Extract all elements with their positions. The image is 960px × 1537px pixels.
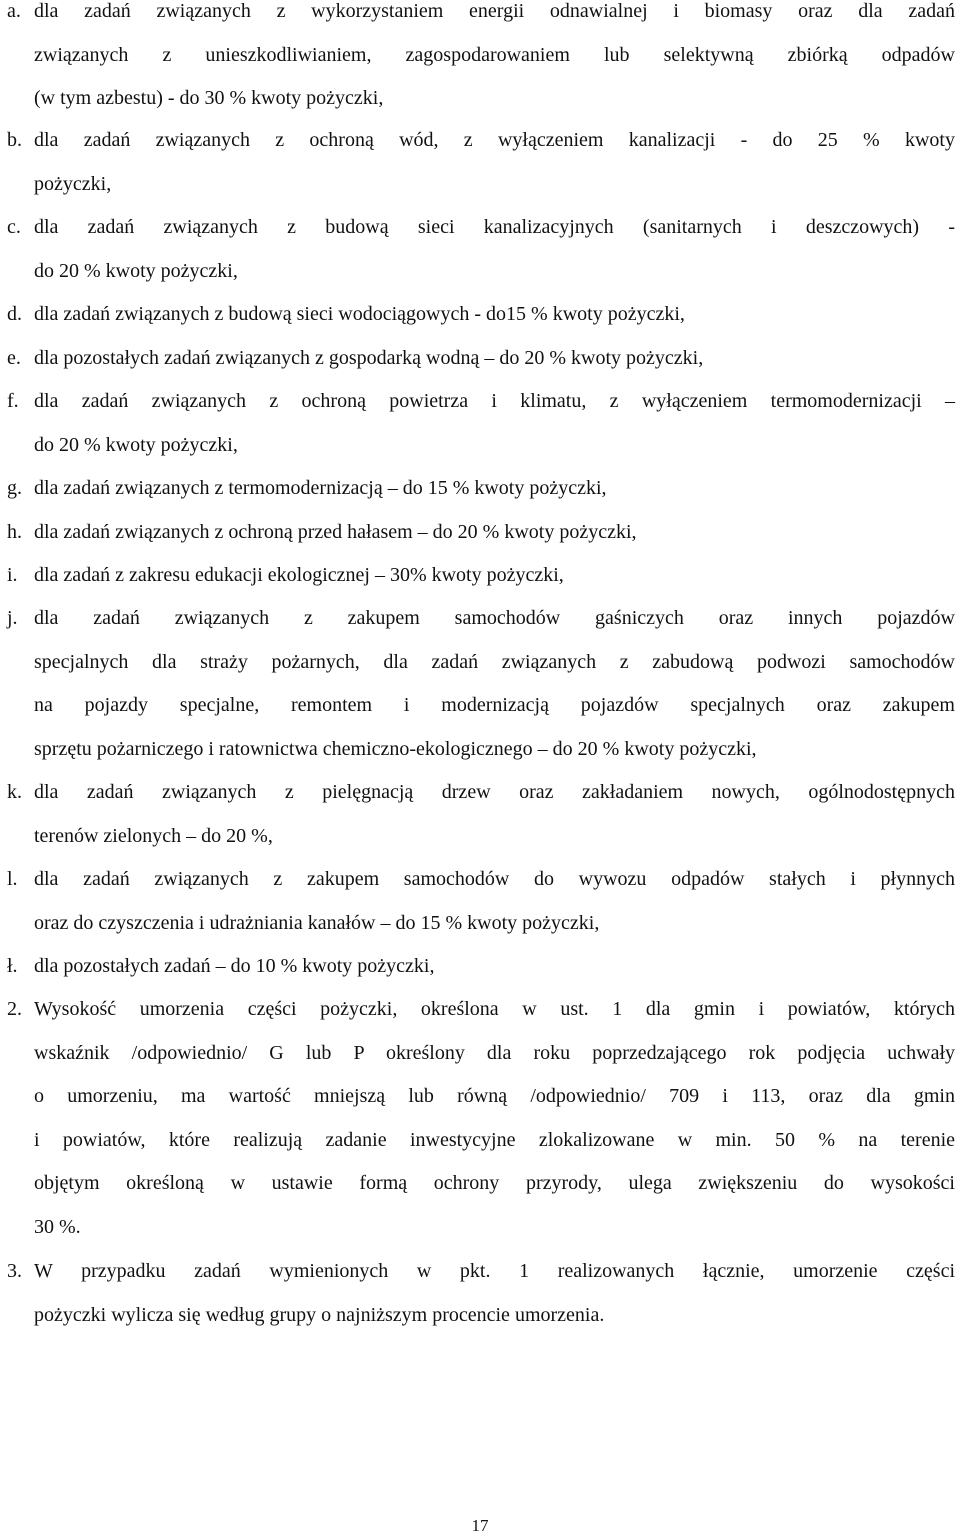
text-line: terenów zielonych – do 20 %, xyxy=(34,824,273,847)
text-line: dla zadań związanych z termomodernizacją – do 15 % kwoty pożyczki, xyxy=(34,477,607,499)
list-item-text xyxy=(34,945,955,989)
text-line: dla zadań związanych z ochroną powietrza i klimatu, z wyłączeniem termomodernizacji – xyxy=(34,390,955,412)
text-line: 30 %. xyxy=(34,1215,81,1238)
list-item xyxy=(7,293,955,337)
text-line: sprzętu pożarniczego i ratownictwa chemiczno-ekologicznego – do 20 % kwoty pożyczki, xyxy=(34,737,757,760)
list-item-text xyxy=(34,554,955,598)
list-item-text xyxy=(34,511,955,555)
list-item-marker: ł. xyxy=(7,955,18,977)
list-item-marker: f. xyxy=(7,390,19,412)
list-item-text xyxy=(34,293,955,337)
list-item xyxy=(7,511,955,555)
text-line: specjalnych dla straży pożarnych, dla zadań związanych z zabudową podwozi samochodów xyxy=(34,650,955,673)
list-item xyxy=(7,1250,955,1337)
list-item-text xyxy=(34,467,955,511)
text-line: o umorzeniu, ma wartość mniejszą lub równą /odpowiednio/ 709 i 113, oraz dla gmin xyxy=(34,1085,955,1107)
list-item xyxy=(7,597,955,771)
list-item xyxy=(7,554,955,598)
text-line: wskaźnik /odpowiednio/ G lub P określony dla roku poprzedzającego rok podjęcia uchwały xyxy=(34,1041,955,1064)
page-number: 17 xyxy=(471,1516,489,1535)
text-line: dla zadań związanych z ochroną przed hałasem – do 20 % kwoty pożyczki, xyxy=(34,521,637,543)
list-item-marker: 2. xyxy=(7,998,22,1020)
list-item-text xyxy=(34,0,955,121)
list-item-text xyxy=(34,771,955,858)
text-line: dla pozostałych zadań – do 10 % kwoty pożyczki, xyxy=(34,955,435,977)
list-item-marker: a. xyxy=(7,0,21,22)
text-line: Wysokość umorzenia części pożyczki, określona w ust. 1 dla gmin i powiatów, których xyxy=(34,998,955,1020)
text-line: i powiatów, które realizują zadanie inwestycyjne zlokalizowane w min. 50 % na terenie xyxy=(34,1128,955,1151)
text-line: dla zadań związanych z wykorzystaniem energii odnawialnej i biomasy oraz dla zadań xyxy=(34,0,955,22)
text-line: dla zadań związanych z budową sieci wodociągowych - do15 % kwoty pożyczki, xyxy=(34,303,685,325)
list-item xyxy=(7,380,955,467)
text-line: dla zadań z zakresu edukacji ekologicznej – 30% kwoty pożyczki, xyxy=(34,564,564,586)
text-line: (w tym azbestu) - do 30 % kwoty pożyczki, xyxy=(34,87,384,109)
list-item xyxy=(7,988,955,1249)
text-line: dla zadań związanych z budową sieci kanalizacyjnych (sanitarnych i deszczowych) - xyxy=(34,216,955,238)
list-item-marker: e. xyxy=(7,347,21,369)
text-line: oraz do czyszczenia i udrażniania kanałów – do 15 % kwoty pożyczki, xyxy=(34,911,600,934)
text-line: do 20 % kwoty pożyczki, xyxy=(34,433,238,456)
text-line: na pojazdy specjalne, remontem i modernizacją pojazdów specjalnych oraz zakupem xyxy=(34,694,955,716)
list-item-marker: j. xyxy=(7,607,18,629)
list-item-text xyxy=(34,597,955,771)
list-item-text xyxy=(34,380,955,467)
text-line: W przypadku zadań wymienionych w pkt. 1 realizowanych łącznie, umorzenie części xyxy=(34,1260,955,1282)
text-line: dla zadań związanych z zakupem samochodów do wywozu odpadów stałych i płynnych xyxy=(34,868,955,890)
list-item xyxy=(7,945,955,989)
list-item-text xyxy=(34,988,955,1249)
text-line: dla zadań związanych z zakupem samochodów gaśniczych oraz innych pojazdów xyxy=(34,607,955,629)
text-line: pożyczki, xyxy=(34,172,112,195)
list-item-marker: c. xyxy=(7,216,21,238)
list-item-marker: b. xyxy=(7,129,22,151)
text-line: dla pozostałych zadań związanych z gospodarką wodną – do 20 % kwoty pożyczki, xyxy=(34,347,704,369)
text-line: pożyczki wylicza się według grupy o najniższym procencie umorzenia. xyxy=(34,1303,605,1326)
text-line: do 20 % kwoty pożyczki, xyxy=(34,259,238,282)
list-item-text xyxy=(34,858,955,945)
list-item-marker: g. xyxy=(7,477,22,499)
list-item xyxy=(7,337,955,381)
list-item-marker: 3. xyxy=(7,1260,22,1282)
text-line: objętym określoną w ustawie formą ochrony przyrody, ulega zwiększeniu do wysokości xyxy=(34,1172,955,1194)
list-item xyxy=(7,206,955,293)
text-line: dla zadań związanych z pielęgnacją drzew oraz zakładaniem nowych, ogólnodostępnych xyxy=(34,781,955,803)
list-item-text xyxy=(34,206,955,293)
text-line: związanych z unieszkodliwianiem, zagospodarowaniem lub selektywną zbiórką odpadów xyxy=(34,43,955,66)
list-item-marker: k. xyxy=(7,781,22,803)
list-item-text xyxy=(34,337,955,381)
list-item xyxy=(7,0,955,121)
text-line: dla zadań związanych z ochroną wód, z wyłączeniem kanalizacji - do 25 % kwoty xyxy=(34,129,955,151)
list-item-marker: i. xyxy=(7,564,18,586)
list-item-marker: h. xyxy=(7,521,22,543)
list-item-text xyxy=(34,119,955,206)
list-item xyxy=(7,858,955,945)
list-item xyxy=(7,771,955,858)
list-item xyxy=(7,467,955,511)
list-item xyxy=(7,119,955,206)
list-item-text xyxy=(34,1250,955,1337)
list-item-marker: d. xyxy=(7,303,22,325)
list-item-marker: l. xyxy=(7,868,18,890)
